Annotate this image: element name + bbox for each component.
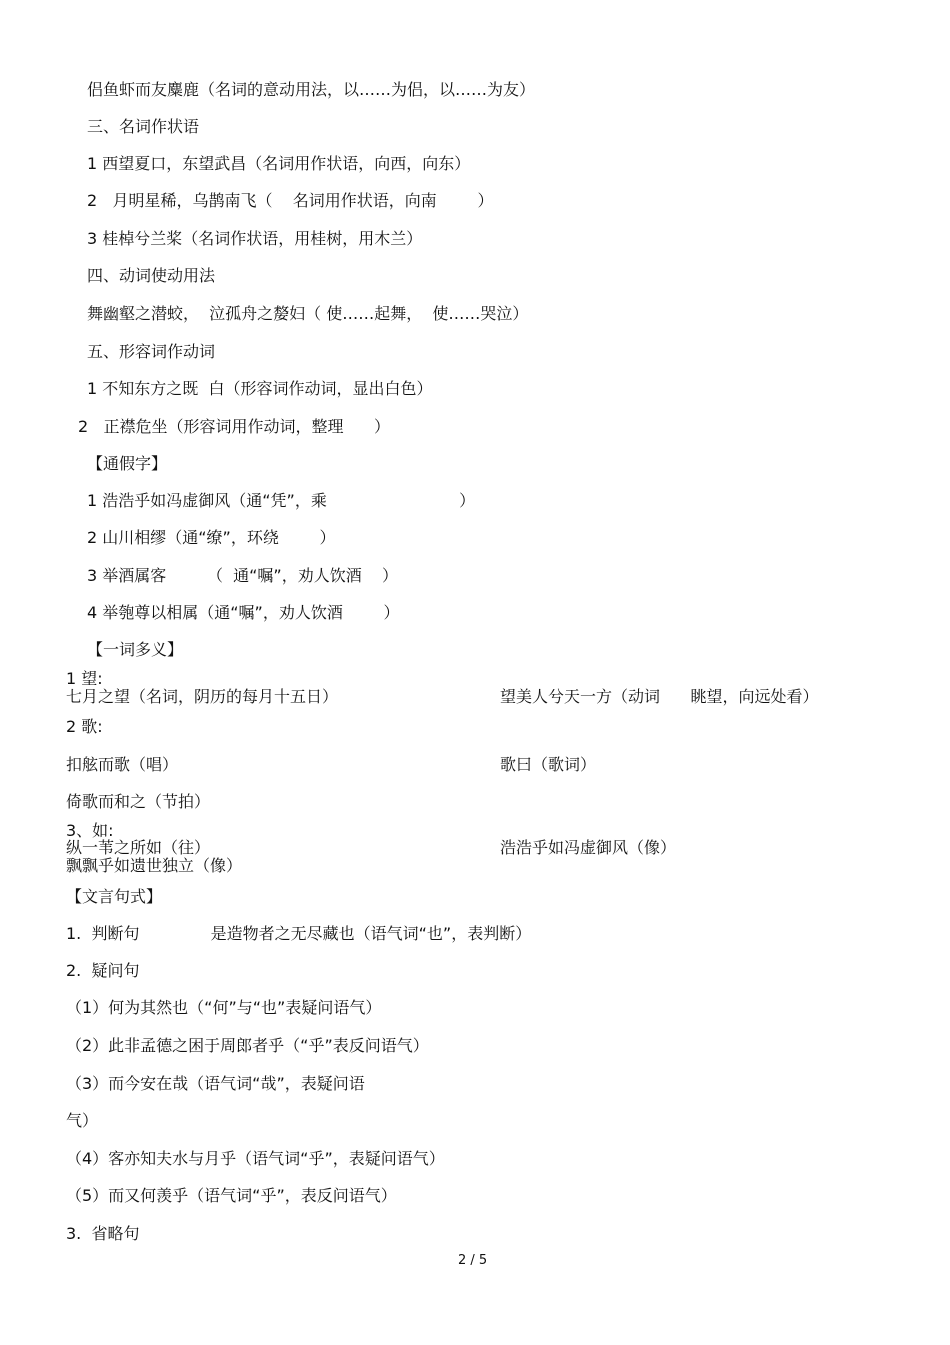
text-line: （5）而又何羡乎（语气词“乎”，表反问语气） <box>66 1186 397 1205</box>
text-line: 飘飘乎如遗世独立（像） <box>66 856 243 875</box>
section-heading: 五、形容词作动词 <box>87 342 216 361</box>
text-line: 3 举酒属客 （ 通“嘱”，劝人饮酒 ） <box>87 566 399 585</box>
section-heading: 【通假字】 <box>87 454 168 473</box>
text-line: 纵一苇之所如（往） <box>66 838 211 857</box>
text-line: 望美人兮天一方（动词 眺望，向远处看） <box>500 687 819 706</box>
text-line: 1. 判断句 是造物者之无尽藏也（语气词“也”，表判断） <box>66 924 532 943</box>
text-line: 扣舷而歌（唱） <box>66 755 179 774</box>
section-heading: 【一词多义】 <box>87 640 184 659</box>
text-line: 气） <box>66 1111 99 1130</box>
text-line: 侣鱼虾而友麋鹿（名词的意动用法，以……为侣，以……为友） <box>87 80 536 99</box>
text-line: 倚歌而和之（节拍） <box>66 792 211 811</box>
text-line: （3）而今安在哉（语气词“哉”，表疑问语 <box>66 1074 365 1093</box>
text-line: 七月之望（名词，阴历的每月十五日） <box>66 687 339 706</box>
section-heading: 三、名词作状语 <box>87 117 200 136</box>
text-line: 4 举匏尊以相属（通“嘱”，劝人饮酒 ） <box>87 603 400 622</box>
text-line: 2. 疑问句 <box>66 961 140 980</box>
text-line: 2 歌: <box>66 717 103 736</box>
text-line: 2 山川相缪（通“缭”，环绕 ） <box>87 528 336 547</box>
text-line: （1）何为其然也（“何”与“也”表疑问语气） <box>66 998 382 1017</box>
text-line: 1 西望夏口，东望武昌（名词用作状语，向西，向东） <box>87 154 471 173</box>
section-heading: 四、动词使动用法 <box>87 266 216 285</box>
text-line: 2 正襟危坐（形容词用作动词，整理 ） <box>78 417 390 436</box>
text-line: 浩浩乎如冯虚御风（像） <box>500 838 677 857</box>
text-line: 舞幽壑之潜蛟， 泣孤舟之嫠妇（ 使……起舞， 使……哭泣） <box>87 304 529 323</box>
text-line: （4）客亦知夫水与月乎（语气词“乎”，表疑问语气） <box>66 1149 445 1168</box>
text-line: 1 浩浩乎如冯虚御风（通“凭”，乘 ） <box>87 491 476 510</box>
text-line: （2）此非孟德之困于周郎者乎（“乎”表反问语气） <box>66 1036 429 1055</box>
text-line: 3、如: <box>66 821 114 840</box>
text-line: 1 不知东方之既 白（形容词作动词，显出白色） <box>87 379 433 398</box>
text-line: 歌曰（歌词） <box>500 755 597 774</box>
text-line: 3. 省略句 <box>66 1224 140 1243</box>
text-line: 3 桂棹兮兰桨（名词作状语，用桂树，用木兰） <box>87 229 423 248</box>
text-line: 2 月明星稀，乌鹊南飞（ 名词用作状语，向南 ） <box>87 191 494 210</box>
section-heading: 【文言句式】 <box>66 887 163 906</box>
text-line: 1 望: <box>66 669 103 688</box>
page-number: 2 / 5 <box>458 1253 488 1268</box>
